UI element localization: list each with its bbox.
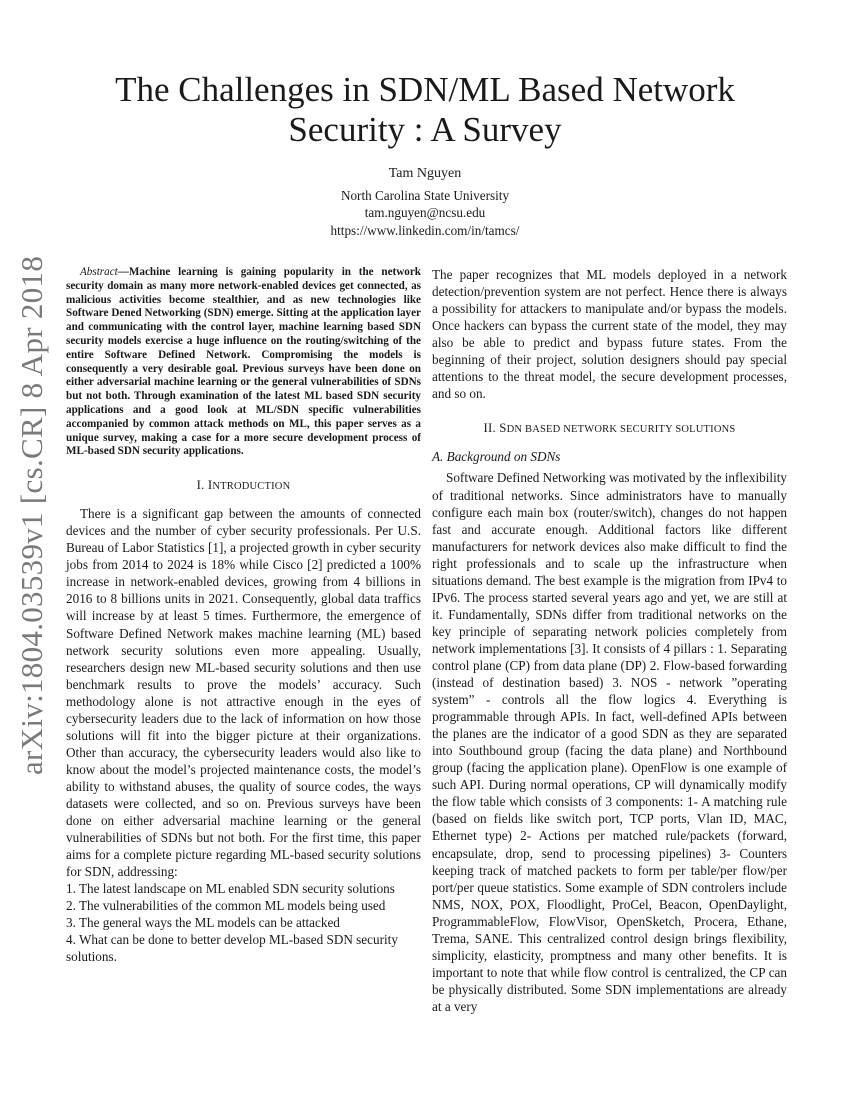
subsection-heading: A. Background on SDNs (432, 449, 561, 465)
author-email: tam.nguyen@ncsu.edu (364, 205, 486, 220)
right-column (432, 266, 787, 1015)
paper-title: The Challenges in SDN/ML Based Network Security : A Survey (115, 70, 735, 149)
section-title: NTRODUCTION (212, 481, 291, 493)
list-item: 3. The general ways the ML models can be attacked (66, 915, 340, 931)
introduction-paragraph: There is a significant gap between the amounts of connected devices and the number of cyber security professionals. Per U.S. Bureau of Labor Statistics [1], a projected growth in cyber security jobs from 2014 to 2024 is 18% while Cisco [2] predicted a 100% increase in network-enabled devices, growing from 4 billions in 2016 to 8 billions units in 2021. Consequently, global data traffics will increase by at least 5 times. Furthermore, the emergence of Software Defined Network makes machine learning (ML) based network security solutions even more appealing. Usually, researchers design new ML-based security solutions and then use benchmark results to prove the models’ accuracy. Such methodology alone is not attractive enough in the eyes of cybersecurity leaders due to the lack of information on how those solutions will fit into the bigger picture at their organizations. Other than accuracy, the cybersecurity leaders would also like to know about the model’s projected maintenance costs, the model’s ability to withstand abuses, the quality of source codes, the ways datasets were collected, and so on. Previous surveys have been done on either adversarial machine learning or the general vulnerabilities of SDNs but not both. For the first time, this paper aims for a complete picture regarding ML-based security solutions for SDN, addressing: (66, 506, 421, 880)
arxiv-identifier-stamp: arXiv:1804.03539v1 [cs.CR] 8 Apr 2018 (14, 255, 49, 775)
author-affiliation: North Carolina State University (340, 187, 510, 203)
abstract-label: Abstract (80, 266, 118, 278)
sdn-background-paragraph: Software Defined Networking was motivated by the inflexibility of traditional networks. Since administrators have to manually configure each main box (router/switch), changes do not happen fast and accurate enough. Additional factors like different manufacturers for network devices also make difficult to find the right professionals and to scale up the infrastructure when situations demand. The best example is the migration from IPv4 to IPv6. The process started several years ago and yet, we are still at it. Fundamentally, SDNs differ from traditional networks on the key principle of separating network policies completely from network implementations [3]. It consists of 4 pillars : 1. Separating control plane (CP) from data plane (DP) 2. Flow-based forwarding (instead of destination based) 3. NOS - network ”operating system” - controls all the flow logics 4. Everything is programmable through APIs. In fact, well-defined APIs between the planes are the indicator of a good SDN as they are separated into Southbound group (facing the data plane) and Northbound group (facing the application plane). OpenFlow is one example of such API. During normal operations, CP will dynamically modify the flow table which consists of 3 components: 1- A matching rule (based on fields like switch port, TCP ports, Vlan ID, MAC, Ethernet type) 2- Actions per matched rule/packets (forward, encapsulate, drop, send to processing pipelines) 3- Counters keeping track of matched packets to form per table/per flow/per port/per queue statistics. Some example of SDN controlers include NMS, NOX, POX, Floodlight, ProCel, Beacon, OpenDaylight, ProgrammableFlow, FlowVisor, OpenSketch, Procera, Ethane, Trema, SANE. This centralized control design brings flexibility, simplicity, elasticity, promptness and many other benefits. It is important to note that while flow control is centralized, the CP can be physically distributed. Some SDN implementations are already at a very (432, 470, 787, 1014)
section-numeral: I. I (196, 478, 213, 493)
section-heading-sdn-solutions (432, 420, 787, 438)
list-item: 2. The vulnerabilities of the common ML models being used (66, 898, 386, 914)
abstract (66, 266, 421, 459)
section-title: DN BASED NETWORK SECURITY SOLUTIONS (506, 424, 736, 436)
section-heading-introduction (66, 477, 421, 495)
section-numeral: II. S (483, 421, 507, 436)
author-name: Tam Nguyen (388, 166, 462, 181)
list-item: 1. The latest landscape on ML enabled SDN security solutions (66, 881, 395, 897)
author-url: https://www.linkedin.com/in/tamcs/ (330, 222, 520, 238)
introduction-continuation-paragraph: The paper recognizes that ML models deployed in a network detection/prevention system are not perfect. Hence there is always a possibility for attackers to manipulate and/or bypass the models. Once hackers can bypass the current state of the model, they may also be able to predict and bypass future states. From the beginning of their project, solution designers should pay special attentions to the threat model, the secure development processes, and so on. (432, 267, 787, 402)
author-block (200, 165, 650, 239)
left-column (66, 266, 421, 965)
abstract-text: —Machine learning is gaining popularity in the network security domain as many more network-enabled devices get connected, as malicious activities become stealthier, and as new technologies like Software Dened Networking (SDN) emerge. Sitting at the application layer and communicating with the control layer, machine learning based SDN security models exercise a huge influence on the routing/switching of the entire Software Defined Network. Compromising the models is consequently a very desirable goal. Previous surveys have been done on either adversarial machine learning or the general vulnerabilities of SDNs but not both. Through examination of the latest ML based SDN security applications and a good look at ML/SDN specific vulnerabilities accompanied by common attack methods on ML, this paper serves as a unique survey, making a case for a more secure development process of ML-based SDN security applications. (66, 266, 421, 458)
list-item: 4. What can be done to better develop ML-based SDN security solutions. (66, 932, 398, 965)
